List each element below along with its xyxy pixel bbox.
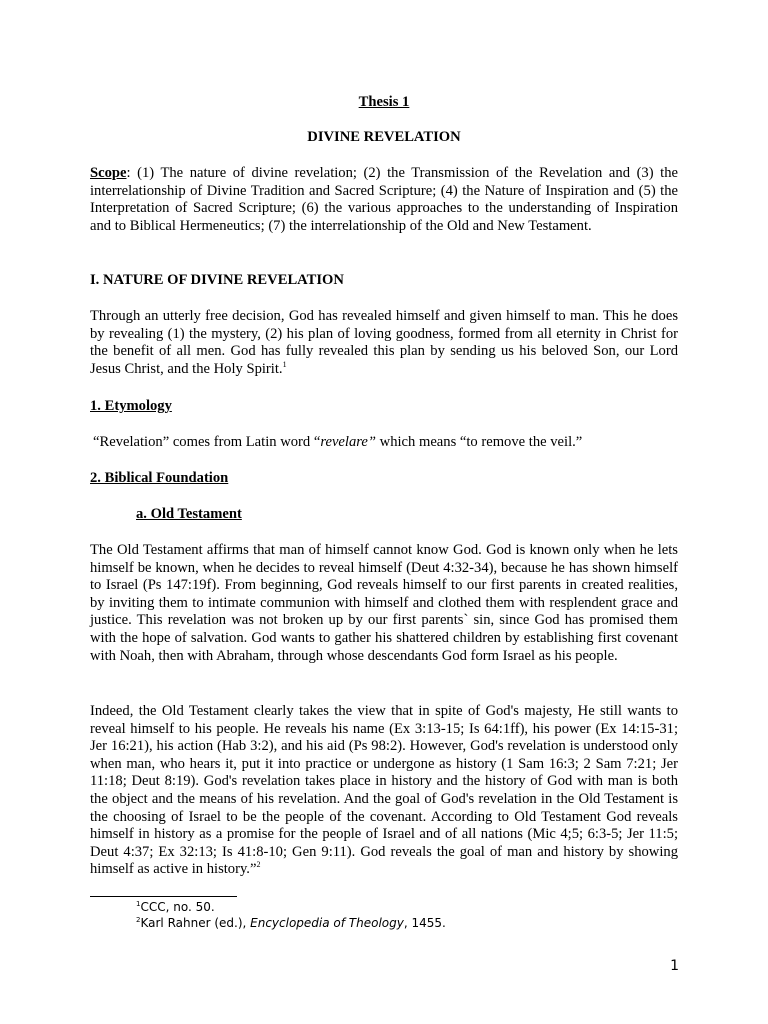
- scope-text: : (1) The nature of divine revelation; (2) the Transmission of the Revelation and (3) the interrelationship of Divine Tradition and Sacred Scripture; (4) the Nature of Inspiration and (5) the Interpretation of Sacred Scripture; (6) the various approaches to the understanding of Inspiration and to Biblical Hermeneutics; (7) the interrelationship of the Old and New Testament.: [90, 165, 678, 234]
- biblical-foundation-heading: 2. Biblical Foundation: [90, 470, 229, 486]
- footnote-ref-1: 1: [282, 359, 287, 369]
- footnote-separator: [90, 896, 237, 897]
- footnote-2-book-title: Encyclopedia of Theology: [250, 915, 404, 930]
- scope-paragraph: [90, 165, 678, 235]
- etymology-text-after: which means “to remove the veil.”: [376, 434, 583, 450]
- footnotes: [136, 900, 446, 931]
- footnote-ref-2: 2: [256, 860, 261, 870]
- old-testament-text-2: Indeed, the Old Testament clearly takes the view that in spite of God's majesty, He still wants to reveal himself to his people. He reveals his name (Ex 3:13-15; Is 64:1ff), his power (Ex 14:15-31; Jer 16:21), his action (Hab 3:2), and his aid (Ps 98:2). However, God's revelation is understood only when man, who hears it, put it into practice or undergone as history (1 Sam 16:3; 2 Sam 7:21; Jer 11:18; Deut 8:19). God's revelation takes place in history and the history of God with man is both the object and the means of his revelation. And the goal of God's revelation in the Old Testament is the choosing of Israel to be the people of the covenant. According to Old Testament God reveals himself in history as a promise for the people of Israel and of all nations (Mic 4;5; 6:3-5; Jer 11:5; Deut 4:37; Ex 32:13; Is 41:8-10; Gen 9:11). God reveals the goal of man and history by showing himself as active in history.”: [90, 703, 678, 878]
- footnote-2-number: 2: [136, 915, 141, 924]
- etymology-latin-word: revelare”: [320, 434, 376, 450]
- old-testament-paragraph-2: [90, 703, 678, 879]
- nature-paragraph: [90, 308, 678, 378]
- footnote-1: [136, 900, 446, 916]
- etymology-heading: 1. Etymology: [90, 398, 172, 414]
- section-heading-nature: I. NATURE OF DIVINE REVELATION: [90, 272, 344, 288]
- old-testament-subheading: a. Old Testament: [136, 506, 242, 522]
- page-number: 1: [670, 958, 679, 974]
- thesis-number: Thesis 1: [358, 94, 410, 110]
- scope-label: Scope: [90, 165, 127, 181]
- footnote-1-text: CCC, no. 50.: [140, 900, 215, 914]
- footnote-1-number: 1: [136, 900, 141, 908]
- etymology-paragraph: [93, 434, 582, 452]
- etymology-text-before: “Revelation” comes from Latin word “: [93, 434, 321, 450]
- nature-text: Through an utterly free decision, God has revealed himself and given himself to man. This he does by revealing (1) the mystery, (2) his plan of loving goodness, formed from all eternity in Christ for the benefit of all men. God has fully revealed this plan by sending us his beloved Son, our Lord Jesus Christ, and the Holy Spirit.: [90, 308, 678, 377]
- footnote-2-text-after: , 1455.: [403, 915, 446, 930]
- old-testament-paragraph-1: The Old Testament affirms that man of himself cannot know God. God is known only when he lets himself be known, when he decides to reveal himself (Deut 4:32-34), because he has shown himself to Israel (Ps 147:19f). From beginning, God reveals himself to our first parents in created realities, by inviting them to intimate communion with himself and clothed them with resplendent grace and justice. This revelation was not broken up by our first parents` sin, since God has promised them with the hope of salvation. God wants to gather his shattered children by establishing first covenant with Noah, then with Abraham, through whose descendants God form Israel as his people.: [90, 542, 678, 664]
- footnote-2-text-before: Karl Rahner (ed.),: [140, 915, 251, 930]
- footnote-2: [136, 916, 446, 932]
- document-title: DIVINE REVELATION: [307, 129, 461, 145]
